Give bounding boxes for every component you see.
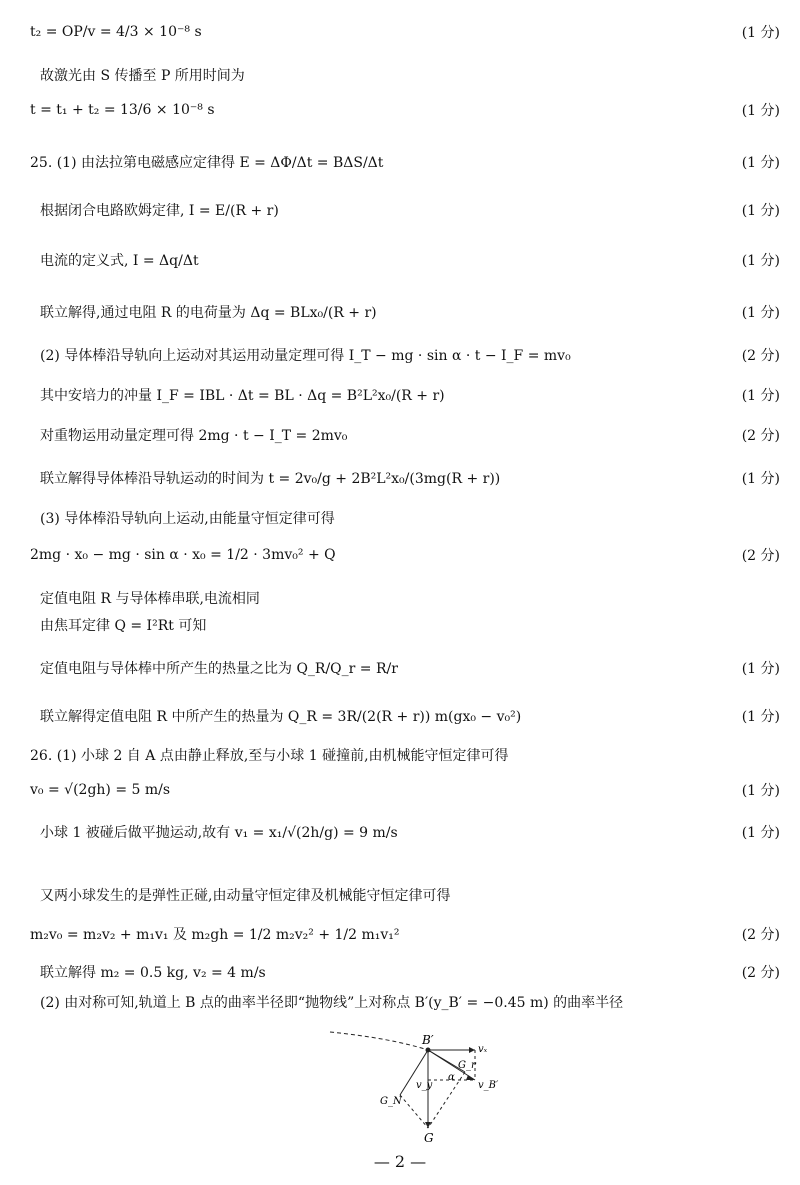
line-21 xyxy=(40,885,780,905)
line-4 xyxy=(30,152,780,172)
line-20 xyxy=(40,822,780,842)
line-19-text: v₀ = √(2gh) = 5 m/s xyxy=(30,782,171,798)
label-b: B′ xyxy=(422,1033,434,1047)
score-mark: (1 分) xyxy=(741,25,780,41)
label-vb: v_B′ xyxy=(478,1080,499,1091)
line-11-text: 联立解得导体棒沿导轨运动的时间为 t = 2v₀/g + 2B²L²x₀/(3mg(R + r)) xyxy=(40,471,501,487)
line-23 xyxy=(40,962,780,982)
line-13-text: 2mg · x₀ − mg · sin α · x₀ = 1/2 · 3mv₀² + Q xyxy=(30,547,336,563)
line-23-text: 联立解得 m₂ = 0.5 kg, v₂ = 4 m/s xyxy=(40,965,266,981)
score-mark: (1 分) xyxy=(741,471,780,487)
score-mark: (1 分) xyxy=(741,155,780,171)
line-21-text: 又两小球发生的是弹性正碰,由动量守恒定律及机械能守恒定律可得 xyxy=(40,888,451,904)
line-19 xyxy=(30,780,780,800)
line-2-text: 故激光由 S 传播至 P 所用时间为 xyxy=(40,68,245,84)
page-footer: — 2 — xyxy=(373,1152,427,1171)
line-18-text: 26. (1) 小球 2 自 A 点由静止释放,至与小球 1 碰撞前,由机械能守恒定律可得 xyxy=(30,748,509,764)
line-12-text: (3) 导体棒沿导轨向上运动,由能量守恒定律可得 xyxy=(40,511,335,527)
score-mark: (2 分) xyxy=(741,348,780,364)
line-18 xyxy=(30,745,780,765)
score-mark: (1 分) xyxy=(741,709,780,725)
line-10 xyxy=(40,425,780,445)
label-g: G xyxy=(424,1131,434,1145)
score-mark: (1 分) xyxy=(741,203,780,219)
score-mark: (2 分) xyxy=(741,428,780,444)
label-alpha: α xyxy=(448,1072,455,1083)
line-8 xyxy=(40,345,780,365)
line-6-text: 电流的定义式, I = Δq/Δt xyxy=(40,253,199,269)
line-5 xyxy=(40,200,780,220)
line-2 xyxy=(40,65,780,85)
line-16 xyxy=(40,658,780,678)
vx-arrowhead xyxy=(469,1047,475,1053)
line-13 xyxy=(30,545,780,565)
line-1 xyxy=(30,22,780,42)
score-mark: (1 分) xyxy=(741,661,780,677)
line-15 xyxy=(40,615,780,635)
line-14 xyxy=(40,588,780,608)
line-16-text: 定值电阻与导体棒中所产生的热量之比为 Q_R/Q_r = R/r xyxy=(40,661,398,677)
line-9 xyxy=(40,385,780,405)
trajectory-curve xyxy=(330,1032,428,1050)
line-4-text: 25. (1) 由法拉第电磁感应定律得 E = ΔΦ/Δt = BΔS/Δt xyxy=(30,155,384,171)
line-17-text: 联立解得定值电阻 R 中所产生的热量为 Q_R = 3R/(2(R + r)) m(gx₀ − v₀²) xyxy=(40,709,522,725)
line-24-text: (2) 由对称可知,轨道上 B 点的曲率半径即“抛物线”上对称点 B′(y_B′ = −0.45 m) 的曲率半径 xyxy=(40,995,624,1011)
line-24 xyxy=(40,992,780,1012)
line-10-text: 对重物运用动量定理可得 2mg · t − I_T = 2mv₀ xyxy=(40,428,348,444)
score-mark: (2 分) xyxy=(741,548,780,564)
line-12 xyxy=(40,508,780,528)
line-8-text: (2) 导体棒沿导轨向上运动对其运用动量定理可得 I_T − mg · sin α · t − I_F = mv₀ xyxy=(40,348,571,364)
score-mark: (1 分) xyxy=(741,783,780,799)
vb-arrowhead xyxy=(466,1075,475,1080)
line-14-text: 定值电阻 R 与导体棒串联,电流相同 xyxy=(40,591,260,607)
line-20-text: 小球 1 被碰后做平抛运动,故有 v₁ = x₁/√(2h/g) = 9 m/s xyxy=(40,825,398,841)
score-mark: (1 分) xyxy=(741,825,780,841)
force-diagram xyxy=(320,1030,520,1150)
line-9-text: 其中安培力的冲量 I_F = IBL · Δt = BL · Δq = B²L²x₀/(R + r) xyxy=(40,388,445,404)
line-6 xyxy=(40,250,780,270)
line-3 xyxy=(30,100,780,120)
line-7 xyxy=(40,302,780,322)
score-mark: (1 分) xyxy=(741,388,780,404)
label-gr: G_r xyxy=(458,1060,476,1071)
label-gn: G_N xyxy=(380,1096,402,1107)
line-5-text: 根据闭合电路欧姆定律, I = E/(R + r) xyxy=(40,203,279,219)
label-vy: v_y xyxy=(416,1080,433,1091)
line-22-text: m₂v₀ = m₂v₂ + m₁v₁ 及 m₂gh = 1/2 m₂v₂² + 1/2 m₁v₁² xyxy=(30,927,400,943)
line-3-text: t = t₁ + t₂ = 13/6 × 10⁻⁸ s xyxy=(30,102,215,118)
line-15-text: 由焦耳定律 Q = I²Rt 可知 xyxy=(40,618,207,634)
gn-dashed xyxy=(400,1095,428,1128)
label-vx: vₓ xyxy=(478,1044,488,1055)
score-mark: (1 分) xyxy=(741,253,780,269)
score-mark: (2 分) xyxy=(741,927,780,943)
line-1-text: t₂ = OP/v = 4/3 × 10⁻⁸ s xyxy=(30,24,202,40)
line-22 xyxy=(30,924,780,944)
score-mark: (1 分) xyxy=(741,103,780,119)
score-mark: (2 分) xyxy=(741,965,780,981)
score-mark: (1 分) xyxy=(741,305,780,321)
line-11 xyxy=(40,468,780,488)
line-7-text: 联立解得,通过电阻 R 的电荷量为 Δq = BLx₀/(R + r) xyxy=(40,305,377,321)
line-17 xyxy=(40,706,780,726)
